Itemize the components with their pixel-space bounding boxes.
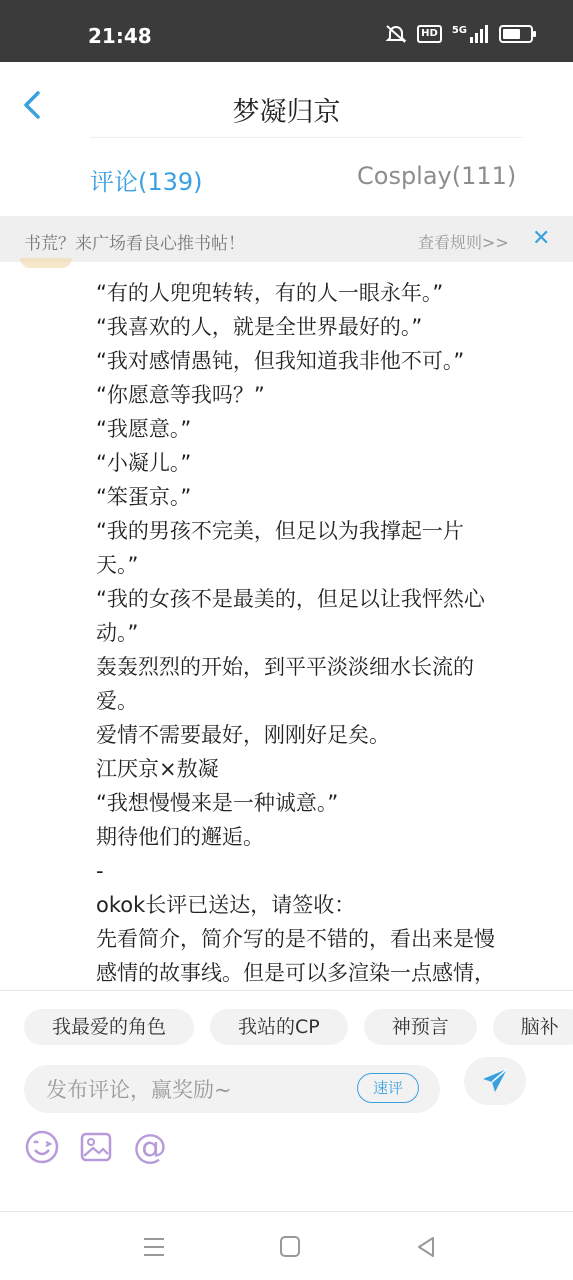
notice-text[interactable]: 书荒？来广场看良心推书帖！ [24,234,245,254]
comment-body [96,276,556,988]
comment-line: 感情的故事线。但是可以多渲染一点感情， [96,961,495,985]
comment-line: “我的女孩不是最美的，但足以让我怦然心 [96,587,485,611]
comment-line: “我对感情愚钝，但我知道我非他不可。” [96,349,465,373]
status-bar [0,0,573,62]
comment-line: “小凝儿。” [96,451,192,475]
tab-bar [0,150,573,210]
comment-line: 期待他们的邂逅。 [96,825,264,849]
mention-icon[interactable]: @ [133,1127,167,1167]
send-button[interactable] [464,1057,526,1105]
image-icon[interactable] [78,1129,114,1165]
comment-line: okok长评已送达，请签收： [96,893,356,917]
chip-my-cp[interactable]: 我站的CP [210,1009,348,1045]
header [0,62,573,138]
comment-line: “我愿意。” [96,417,192,441]
comment-line: - [96,859,104,883]
status-time: 21:48 [88,24,152,48]
composer-tools [24,1129,168,1165]
comment-line: “笨蛋京。” [96,485,192,509]
menu-icon[interactable] [142,1234,168,1260]
quick-review-button[interactable]: 速评 [357,1073,419,1103]
status-icons [385,24,533,44]
header-divider [90,137,523,138]
back-triangle-icon[interactable] [414,1234,440,1260]
comment-line: 轰轰烈烈的开始，到平平淡淡细水长流的 [96,655,474,679]
comment-line: 江厌京×敖凝 [96,757,219,781]
comment-line: “我的男孩不完美，但足以为我撑起一片 [96,519,464,543]
comment-line: “你愿意等我吗？” [96,383,265,407]
battery-fill [503,29,520,39]
comment-line: 先看简介，简介写的是不错的，看出来是慢 [96,927,495,951]
home-icon[interactable] [278,1234,304,1260]
comment-line: “有的人兜兜转转，有的人一眼永年。” [96,281,444,305]
notice-banner [0,216,573,262]
comment-line: 动。” [96,621,139,645]
composer-box [24,1065,440,1113]
comment-line: “我想慢慢来是一种诚意。” [96,791,339,815]
comment-line: “我喜欢的人，就是全世界最好的。” [96,315,423,339]
battery-icon [499,25,533,43]
send-icon [480,1066,510,1096]
page-title: 梦凝归京 [232,97,341,128]
tag-chips [24,1009,573,1045]
tab-comments[interactable]: 评论(139) [90,168,203,196]
tab-cosplay[interactable]: Cosplay(111) [357,162,517,190]
chip-imagination[interactable]: 脑补 [493,1009,573,1045]
avatar [20,258,72,268]
hd-badge: HD [417,25,442,43]
system-nav-bar [0,1212,573,1280]
comment-input[interactable] [44,1065,358,1115]
view-rules-link[interactable]: 查看规则>> [418,233,509,252]
mute-bell-icon [385,24,407,44]
network-label: 5G [451,25,467,36]
comment-composer-panel [0,990,573,1212]
comment-line: 爱情不需要最好，刚刚好足矣。 [96,723,390,747]
close-icon[interactable]: ✕ [532,226,551,251]
chip-favorite-character[interactable]: 我最爱的角色 [24,1009,194,1045]
emoji-icon[interactable] [24,1129,60,1165]
comment-line: 天。” [96,553,139,577]
comment-line: 爱。 [96,689,138,713]
signal-icon [452,25,489,43]
chip-prophecy[interactable]: 神预言 [364,1009,477,1045]
